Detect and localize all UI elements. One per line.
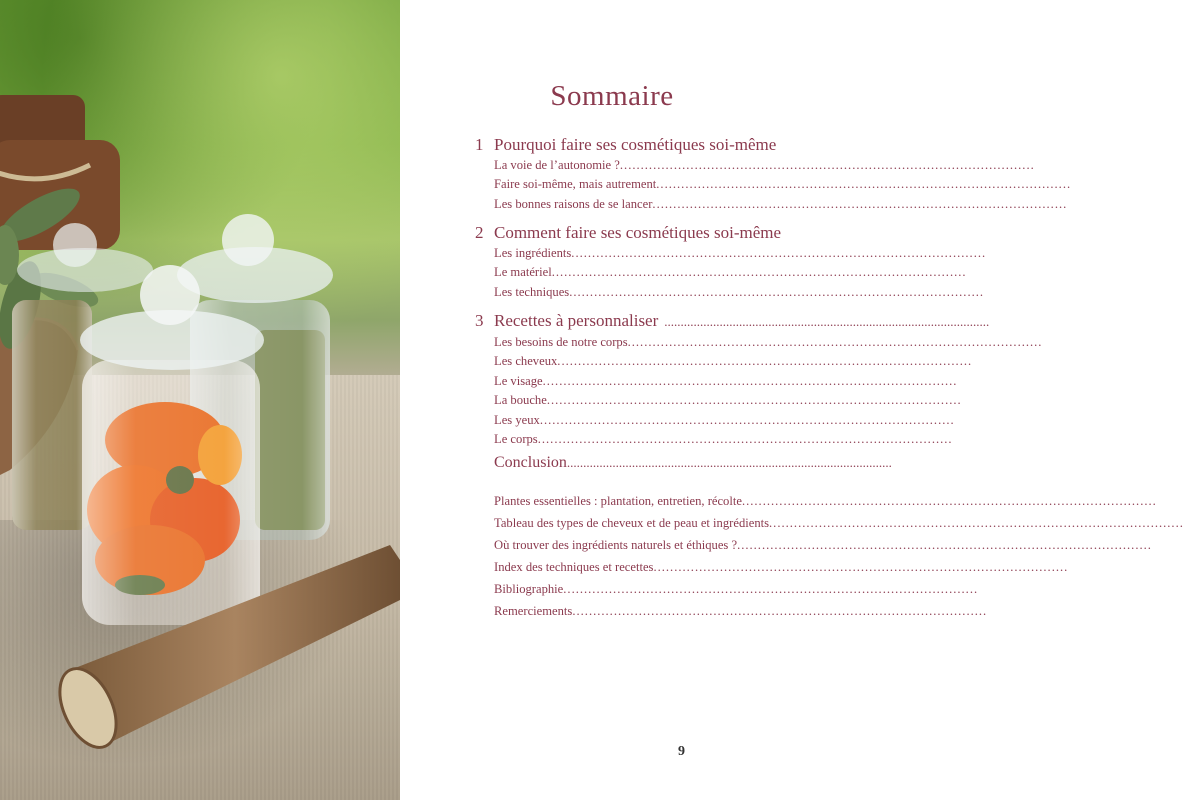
chapter-title: Pourquoi faire ses cosmétiques soi-même	[494, 135, 777, 154]
toc-page	[400, 0, 1184, 800]
chapter-number: 2	[475, 223, 484, 242]
toc-entry: Remerciements....................................................................................................	[494, 604, 988, 618]
toc-title: Sommaire	[550, 80, 674, 112]
toc-conclusion: Conclusion....................................................................................................	[494, 454, 892, 471]
still-life-illustration	[0, 0, 400, 800]
toc-entry: Les bonnes raisons de se lancer....................................................................................................	[494, 196, 1068, 211]
chapter-1	[475, 134, 1072, 214]
toc-entry: Où trouver des ingrédients naturels et éthiques ?....................................................................................................	[494, 538, 1152, 552]
toc-entry: La voie de l’autonomie ?....................................................................................................	[494, 158, 1035, 172]
toc-entry: La bouche....................................................................................................	[494, 393, 962, 408]
toc-entry: Les ingrédients....................................................................................................	[494, 246, 987, 260]
toc-annexes	[494, 490, 1184, 622]
toc-entry: Tableau des types de cheveux et de peau et ingrédients....................................................................................................	[494, 516, 1184, 530]
chapter-2	[475, 222, 987, 302]
chapter-title: Comment faire ses cosmétiques soi-même	[494, 223, 782, 242]
chapter-heading	[475, 134, 805, 156]
chapter-heading	[475, 222, 805, 244]
chapter-heading: 3 Recettes à personnaliser ....................................................................................................	[475, 311, 990, 330]
calendula-jar	[80, 265, 264, 625]
toc-entry: Les techniques....................................................................................................	[494, 284, 985, 299]
toc-entry: Index des techniques et recettes....................................................................................................	[494, 560, 1069, 574]
toc-entry: Le visage....................................................................................................	[494, 373, 958, 388]
cover-photo	[0, 0, 400, 800]
toc-entry: Les cheveux....................................................................................................	[494, 354, 973, 369]
chapter-number: 1	[475, 135, 484, 154]
toc-entry: Les besoins de notre corps....................................................................................................	[494, 335, 1043, 349]
toc-entry: Bibliographie....................................................................................................	[494, 582, 979, 596]
toc-entry: Plantes essentielles : plantation, entretien, récolte....................................................................................................	[494, 494, 1157, 508]
toc-entry: Le matériel....................................................................................................	[494, 265, 967, 280]
toc-entry: Faire soi-même, mais autrement....................................................................................................	[494, 177, 1072, 192]
toc-entry: Le corps....................................................................................................	[494, 432, 953, 447]
chapter-3	[475, 310, 1043, 449]
chapter-title: Recettes à personnaliser	[494, 311, 659, 330]
chapter-number: 3	[475, 311, 484, 330]
page-number: 9	[678, 744, 685, 759]
toc-entry: Les yeux....................................................................................................	[494, 412, 955, 427]
